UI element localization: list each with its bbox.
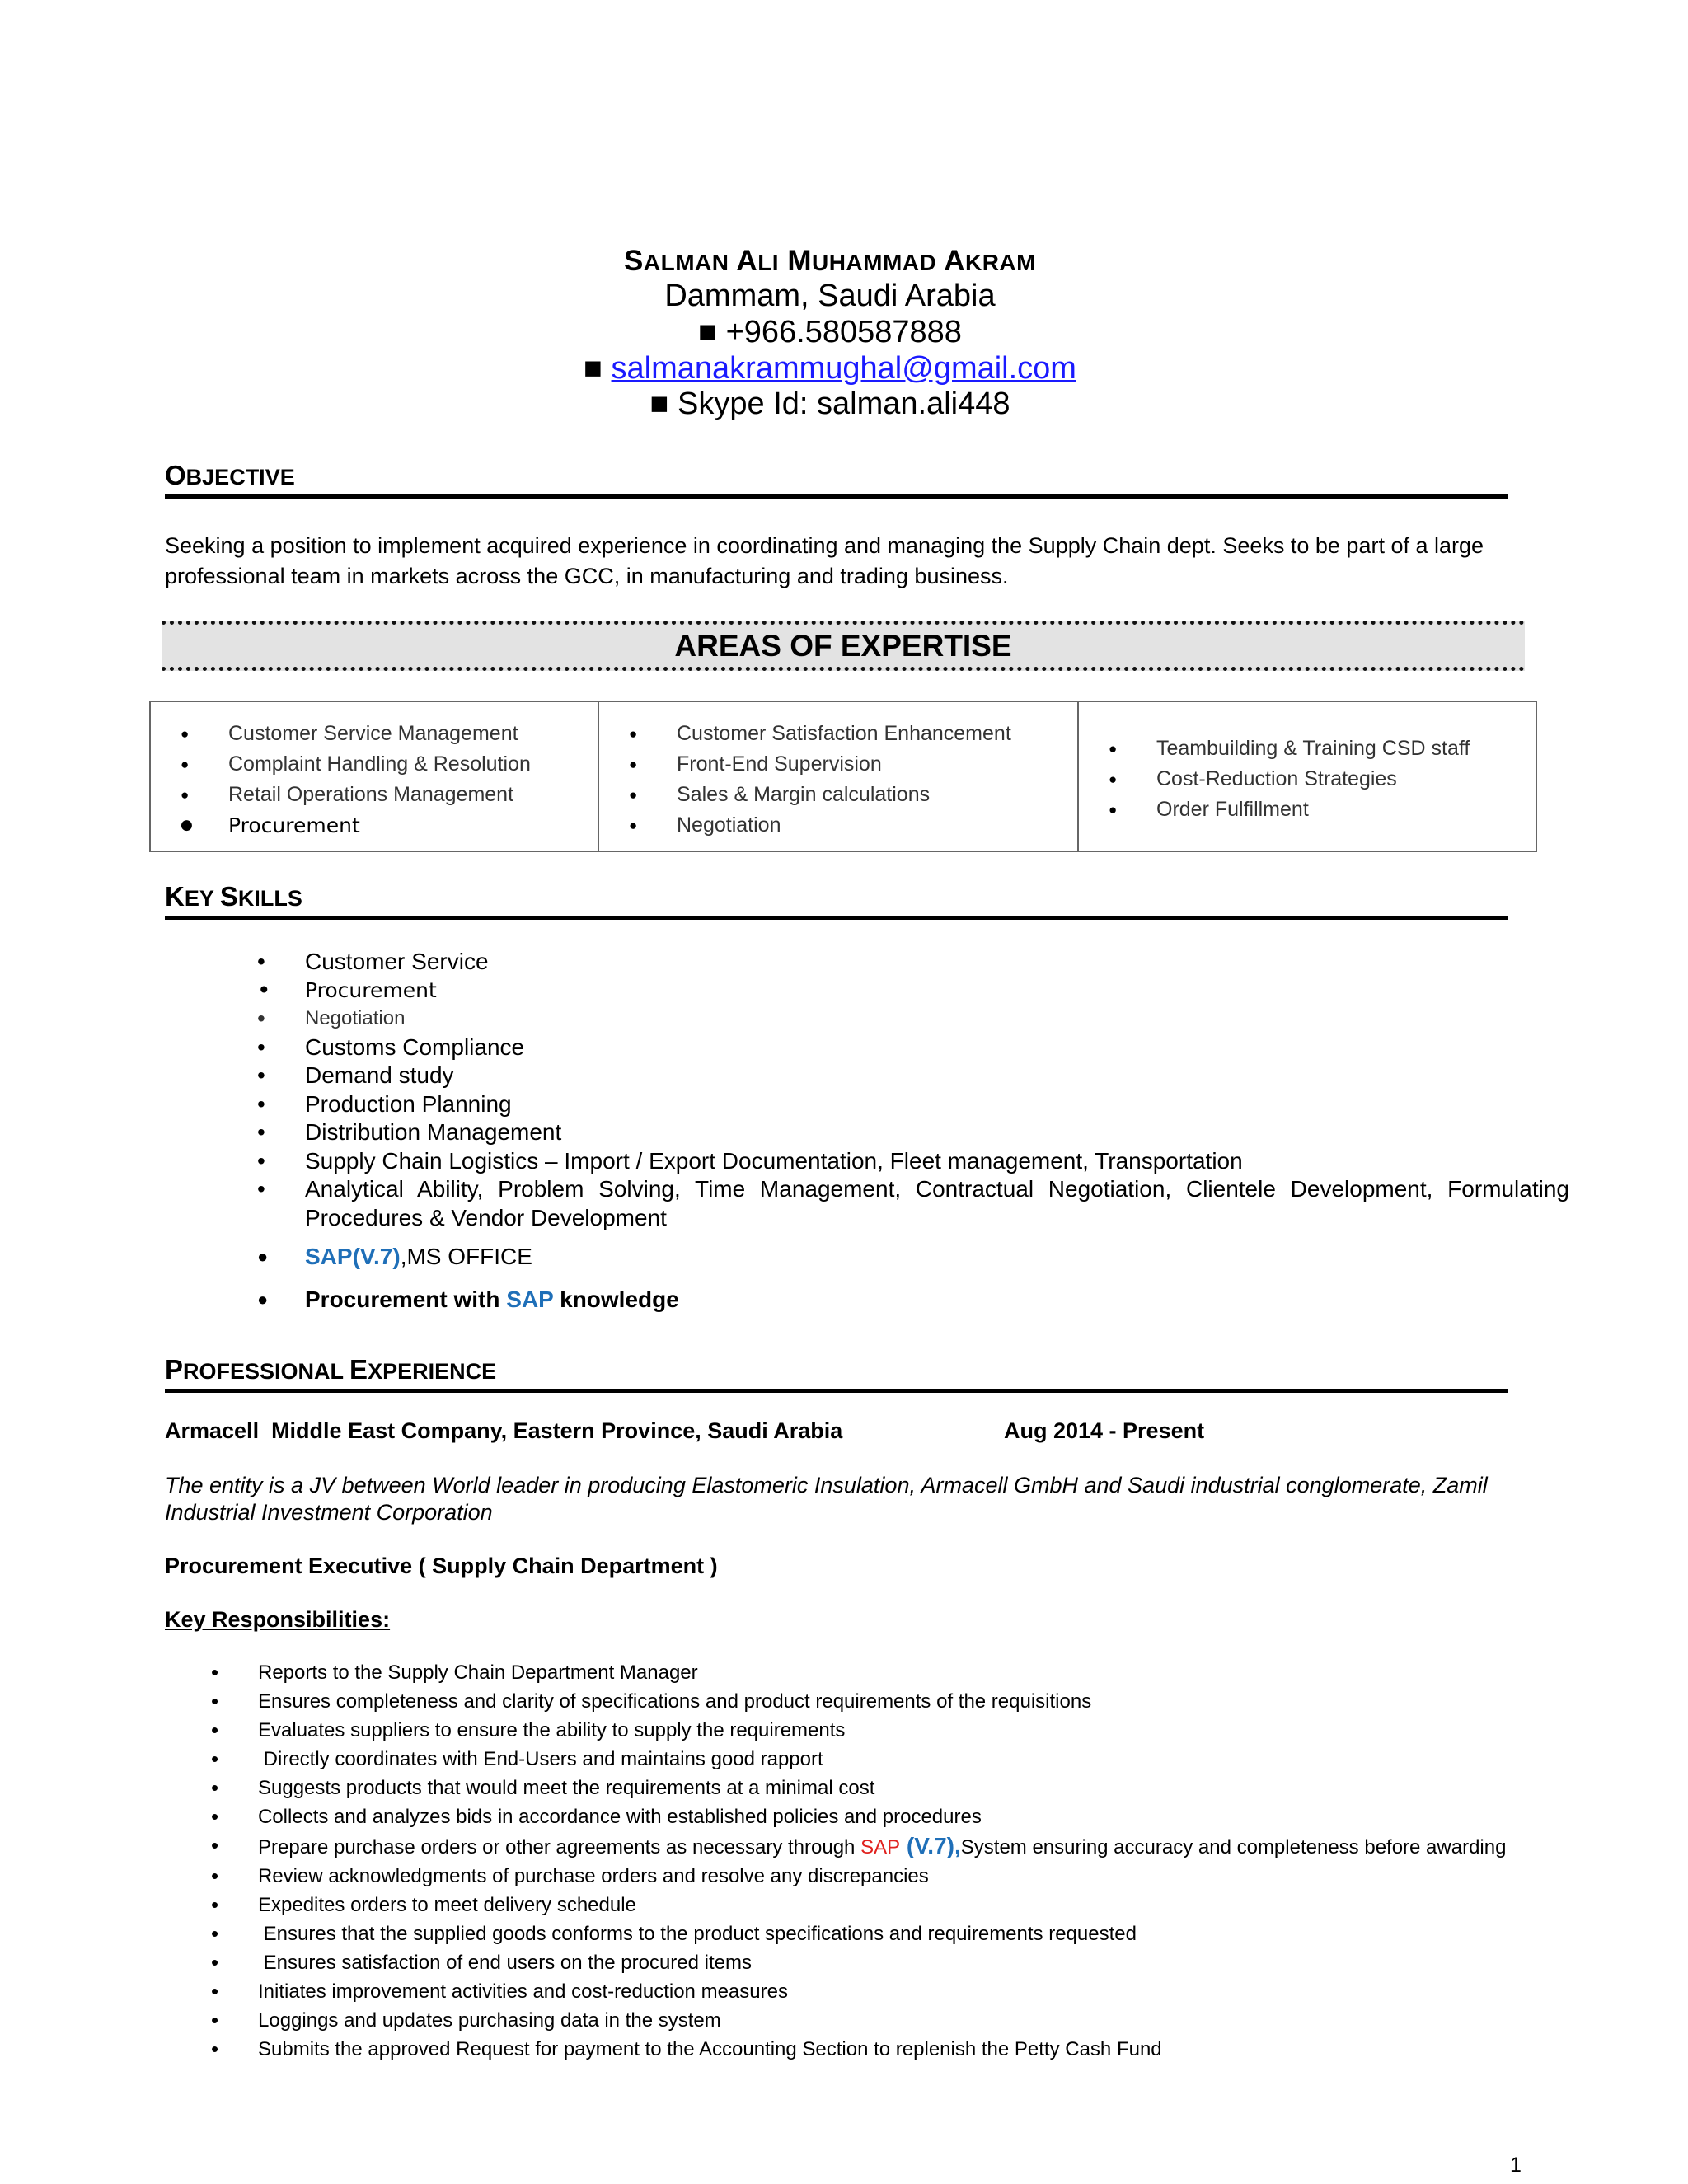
areas-of-expertise-title: AREAS OF EXPERTISE (162, 621, 1525, 671)
responsibility-item: • Ensures satisfaction of end users on the procured items (165, 1948, 1517, 1977)
company-name: Armacell Middle East Company, Eastern Province, Saudi Arabia (165, 1418, 843, 1443)
heading-initial: S (219, 881, 238, 912)
responsibility-item: • Ensures that the supplied goods conforms to the product specifications and requirements requested (165, 1919, 1517, 1948)
sap-label: SAP (506, 1286, 554, 1312)
key-responsibilities-label: Key Responsibilities: (165, 1607, 391, 1632)
expertise-item: ● Procurement (151, 810, 598, 841)
heading-rest: XPERIENCE (368, 1359, 497, 1384)
responsibility-item: • Loggings and updates purchasing data in the system (165, 2006, 1517, 2035)
key-skills-heading (165, 881, 1508, 920)
candidate-phone: ■ +966.580587888 (698, 315, 962, 349)
company-description: The entity is a JV between World leader in producing Elastomeric Insulation, Armacell GmbH and Saudi industrial conglomerate, Zamil Industrial Investment Corporation (165, 1473, 1488, 1525)
name-part: KRAM (964, 250, 1036, 275)
name-part: UHAMMAD (811, 250, 937, 275)
name-part: ALMAN (643, 250, 729, 275)
heading-rest: EY (184, 886, 220, 911)
responsibility-item: • Expedites orders to meet delivery schedule (165, 1891, 1517, 1919)
name-letter: M (787, 245, 812, 277)
candidate-email-line (0, 351, 1660, 387)
employment-dates: Aug 2014 - Present (1004, 1418, 1205, 1443)
skill-item: • Analytical Ability, Problem Solving, Time Management, Contractual Negotiation, Clientele Development, Formulating Procedures & Vendor Development (165, 1175, 1569, 1232)
skill-item-sap (165, 1239, 1569, 1275)
expertise-item: ● Complaint Handling & Resolution (151, 749, 598, 780)
heading-rest: BJECTIVE (185, 465, 295, 490)
responsibility-item: • Suggests products that would meet the requirements at a minimal cost (165, 1774, 1517, 1802)
heading-rest: KILLS (237, 886, 302, 911)
email-link[interactable]: salmanakrammughal@gmail.com (611, 351, 1076, 386)
heading-initial: K (165, 881, 185, 912)
expertise-item: ● Cost-Reduction Strategies (1079, 764, 1536, 794)
responsibility-item: • Ensures completeness and clarity of specifications and product requirements of the requisitions (165, 1687, 1517, 1716)
name-letter: S (624, 245, 644, 277)
expertise-item: ● Negotiation (599, 810, 1077, 841)
objective-text: Seeking a position to implement acquired experience in coordinating and managing the Supply Chain dept. Seeks to be part of a large professional team in markets across the GCC, in manufacturing and trading business. (165, 533, 1484, 588)
skill-item: • Negotiation (165, 1005, 1569, 1033)
email-bullet: ■ (584, 351, 612, 386)
responsibilities-list (165, 1658, 1517, 2064)
name-part: LI (757, 250, 780, 275)
expertise-item: ● Order Fulfillment (1079, 794, 1536, 825)
skill-item: • Supply Chain Logistics – Import / Export Documentation, Fleet management, Transportation (165, 1147, 1569, 1176)
skill-text: ,MS OFFICE (400, 1244, 532, 1269)
responsibility-text: System ensuring accuracy and completeness before awarding (960, 1836, 1507, 1858)
responsibility-item: • Collects and analyzes bids in accordance with established policies and procedures (165, 1802, 1517, 1831)
candidate-name (0, 245, 1660, 278)
responsibility-text: Prepare purchase orders or other agreements as necessary through (258, 1836, 861, 1858)
areas-of-expertise-table (149, 701, 1537, 852)
expertise-item: ● Sales & Margin calculations (599, 780, 1077, 810)
skill-text: knowledge (553, 1286, 679, 1312)
objective-heading (165, 460, 1508, 499)
heading-initial: O (165, 460, 186, 490)
job-title: Procurement Executive ( Supply Chain Department ) (165, 1554, 718, 1578)
heading-rest: ROFESSIONAL (183, 1359, 350, 1384)
skill-item: • Distribution Management (165, 1118, 1569, 1147)
sap-label: SAP (860, 1836, 901, 1858)
responsibility-item: • Initiates improvement activities and cost-reduction measures (165, 1977, 1517, 2006)
skill-item: • Customs Compliance (165, 1033, 1569, 1062)
expertise-column-1 (151, 702, 598, 851)
skill-item: • Demand study (165, 1062, 1569, 1090)
page-number: 1 (1510, 2154, 1522, 2177)
candidate-location: Dammam, Saudi Arabia (664, 279, 996, 313)
responsibility-item: • Directly coordinates with End-Users and maintains good rapport (165, 1745, 1517, 1774)
candidate-skype: ■ Skype Id: salman.ali448 (649, 387, 1010, 421)
professional-experience-heading (165, 1354, 1508, 1393)
expertise-item: ● Retail Operations Management (151, 780, 598, 810)
key-skills-list (165, 948, 1569, 1318)
sap-version: (V.7), (900, 1833, 961, 1858)
heading-initial: E (349, 1354, 368, 1385)
skill-text: Procurement with (305, 1286, 507, 1312)
responsibility-item-sap (165, 1831, 1517, 1862)
responsibility-item: • Evaluates suppliers to ensure the ability to supply the requirements (165, 1716, 1517, 1745)
responsibility-item: • Submits the approved Request for payment to the Accounting Section to replenish the Petty Cash Fund (165, 2035, 1517, 2064)
skill-item: • Customer Service (165, 948, 1569, 977)
expertise-item: ● Teambuilding & Training CSD staff (1079, 733, 1536, 764)
responsibility-item: • Reports to the Supply Chain Department Manager (165, 1658, 1517, 1687)
expertise-item: ● Front-End Supervision (599, 749, 1077, 780)
heading-initial: P (165, 1354, 184, 1385)
expertise-column-2 (598, 702, 1077, 851)
responsibility-item: • Review acknowledgments of purchase orders and resolve any discrepancies (165, 1862, 1517, 1891)
expertise-item: ● Customer Satisfaction Enhancement (599, 719, 1077, 749)
skill-item-procurement-sap (165, 1282, 1569, 1318)
name-letter: A (944, 245, 965, 277)
sap-version: SAP(V.7) (305, 1244, 401, 1269)
skill-item: • Procurement (165, 977, 1569, 1005)
skill-item: • Production Planning (165, 1090, 1569, 1119)
name-letter: A (736, 245, 758, 277)
expertise-item: ● Customer Service Management (151, 719, 598, 749)
expertise-column-3 (1077, 702, 1536, 851)
